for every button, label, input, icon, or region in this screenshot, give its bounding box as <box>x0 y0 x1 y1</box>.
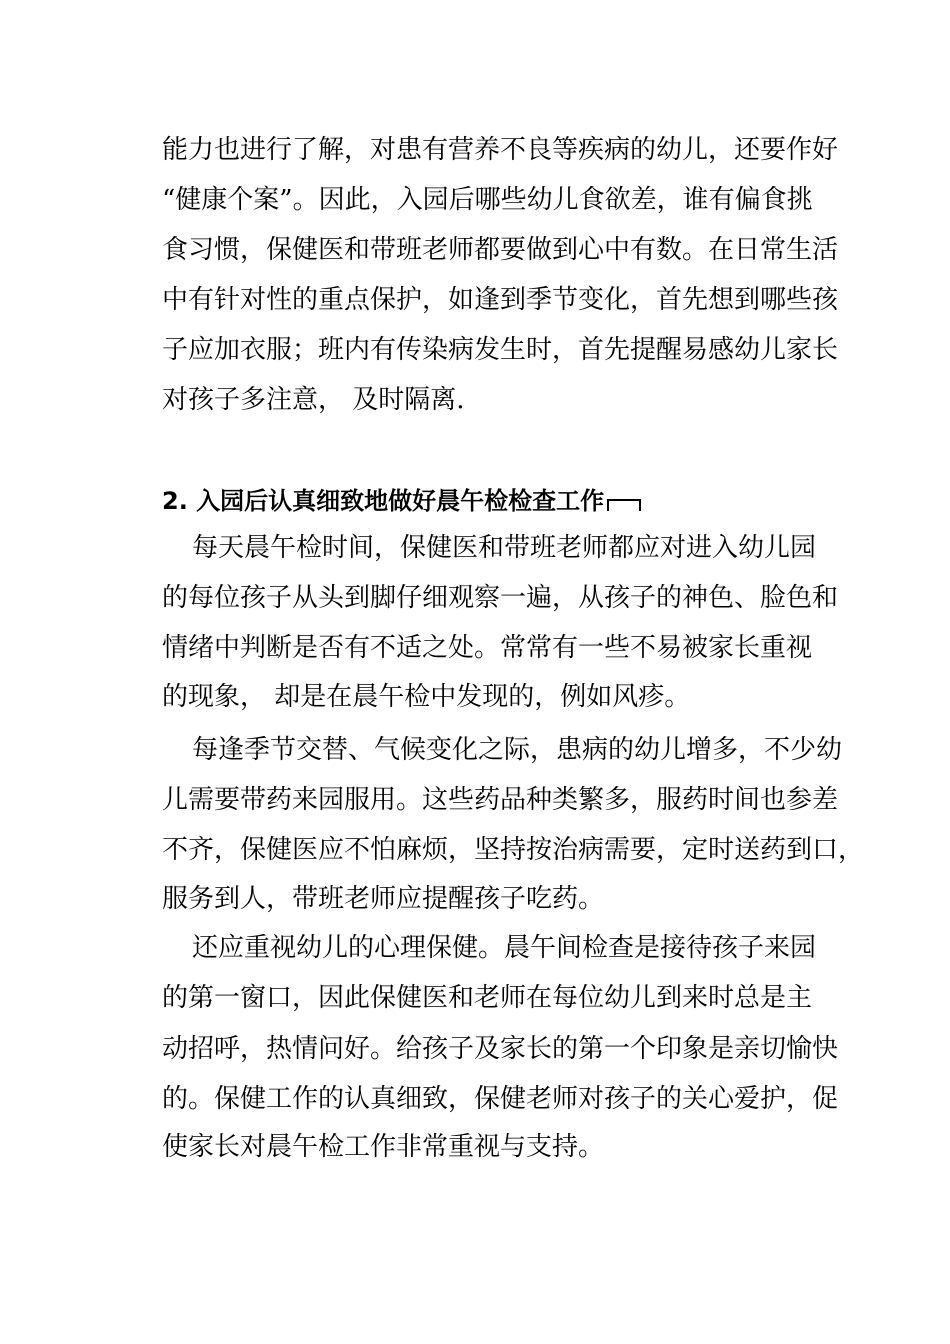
paragraph-line: 每逢季节交替、气候变化之际，患病的幼儿增多，不少幼 <box>192 735 843 765</box>
paragraph-line: 的。保健工作的认真细致，保健老师对孩子的关心爱护，促 <box>162 1084 839 1114</box>
paragraph-line: 中有针对性的重点保护，如逢到季节变化，首先想到哪些孩 <box>162 285 839 315</box>
paragraph-line: 儿需要带药来园服用。这些药品种类繁多，服药时间也参差 <box>162 785 839 815</box>
paragraph-line: 情绪中判断是否有不适之处。常常有一些不易被家长重视 <box>162 633 813 663</box>
paragraph-line: 每天晨午检时间，保健医和带班老师都应对进入幼儿园 <box>192 533 817 563</box>
paragraph-line: 使家长对晨午检工作非常重视与支持。 <box>162 1132 605 1162</box>
paragraph-line: 不齐，保健医应不怕麻烦，坚持按治病需要，定时送药到口， <box>162 835 865 865</box>
section-heading <box>162 485 812 517</box>
paragraph-line: 的第一窗口，因此保健医和老师在每位幼儿到来时总是主 <box>162 983 813 1013</box>
section-heading-text: 2. 入园后认真细致地做好晨午检检查工作 <box>162 487 605 515</box>
paragraph-line: 子应加衣服；班内有传染病发生时，首先提醒易感幼儿家长 <box>162 335 839 365</box>
paragraph-line: 的每位孩子从头到脚仔细观察一遍，从孩子的神色、脸色和 <box>162 583 839 613</box>
paragraph-line: 服务到人，带班老师应提醒孩子吃药。 <box>162 884 605 914</box>
paragraph-line: 能力也进行了解，对患有营养不良等疾病的幼儿，还要作好 <box>162 135 839 165</box>
paragraph-line: “健康个案”。因此，入园后哪些幼儿食欲差，谁有偏食挑 <box>162 185 813 215</box>
paragraph-line: 对孩子多注意， 及时隔离. <box>162 385 465 415</box>
heading-end-mark <box>607 499 641 511</box>
paragraph-line: 还应重视幼儿的心理保健。晨午间检查是接待孩子来园 <box>192 933 817 963</box>
paragraph-line: 的现象， 却是在晨午检中发现的，例如风疹。 <box>162 682 691 712</box>
paragraph-line: 动招呼，热情问好。给孩子及家长的第一个印象是亲切愉快 <box>162 1034 839 1064</box>
paragraph-line: 食习惯，保健医和带班老师都要做到心中有数。在日常生活 <box>162 235 839 265</box>
